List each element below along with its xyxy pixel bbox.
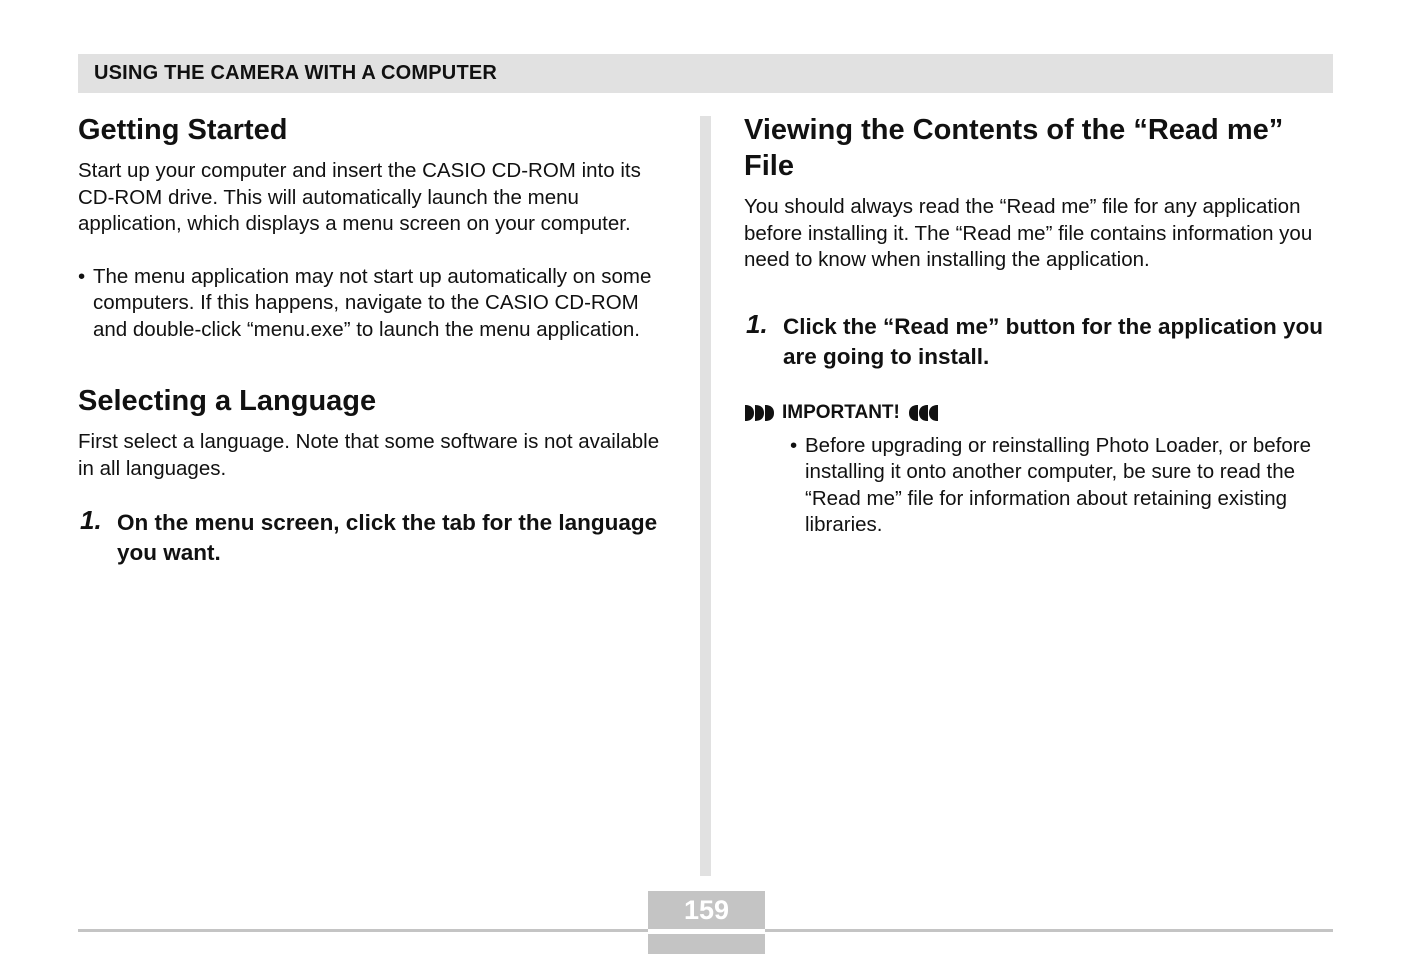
- language-step-text: On the menu screen, click the tab for the language you want.: [117, 510, 658, 565]
- bullet-dot: •: [78, 264, 86, 288]
- left-column: [78, 112, 668, 568]
- important-label: IMPORTANT!: [782, 401, 900, 423]
- getting-started-bullet: [78, 264, 668, 344]
- triple-arrow-left-icon: [908, 404, 939, 422]
- language-step: [78, 505, 668, 568]
- triple-arrow-right-icon: [744, 404, 775, 422]
- getting-started-bullet-text: The menu application may not start up automatically on some computers. If this happens, navigate to the CASIO CD-ROM and double-click “menu.exe” to launch the menu application.: [93, 264, 652, 341]
- column-divider: [700, 116, 711, 876]
- read-me-heading: Viewing the Contents of the “Read me” File: [744, 114, 1284, 182]
- important-note-header: [744, 402, 1339, 424]
- step-number: 1.: [80, 505, 102, 535]
- important-bullet-text: Before upgrading or reinstalling Photo Loader, or before installing it onto another computer, be sure to read the “Read me” file for information about retaining existing libraries.: [805, 433, 1312, 536]
- read-me-step: [744, 308, 1339, 372]
- selecting-language-heading: Selecting a Language: [78, 385, 377, 417]
- right-column: [744, 112, 1339, 539]
- bullet-dot: •: [790, 433, 798, 457]
- read-me-paragraph: You should always read the “Read me” file for any application before installing it. The “Read me” file contains information you need to know when installing the application.: [744, 195, 1313, 271]
- getting-started-heading: Getting Started: [78, 114, 288, 146]
- important-bullet: [790, 433, 1339, 539]
- selecting-language-paragraph: First select a language. Note that some software is not available in all languages.: [78, 430, 660, 480]
- page-number-box: [648, 891, 765, 954]
- step-number: 1.: [746, 308, 768, 339]
- getting-started-paragraph: Start up your computer and insert the CASIO CD-ROM into its CD-ROM drive. This will automatically launch the menu application, which displays a menu screen on your computer.: [78, 159, 641, 235]
- page-number-band: [648, 929, 765, 934]
- header-title: USING THE CAMERA WITH A COMPUTER: [94, 62, 498, 84]
- header-bar: [78, 54, 1333, 93]
- page-number: 159: [683, 895, 730, 925]
- read-me-step-text: Click the “Read me” button for the application you are going to install.: [783, 313, 1324, 369]
